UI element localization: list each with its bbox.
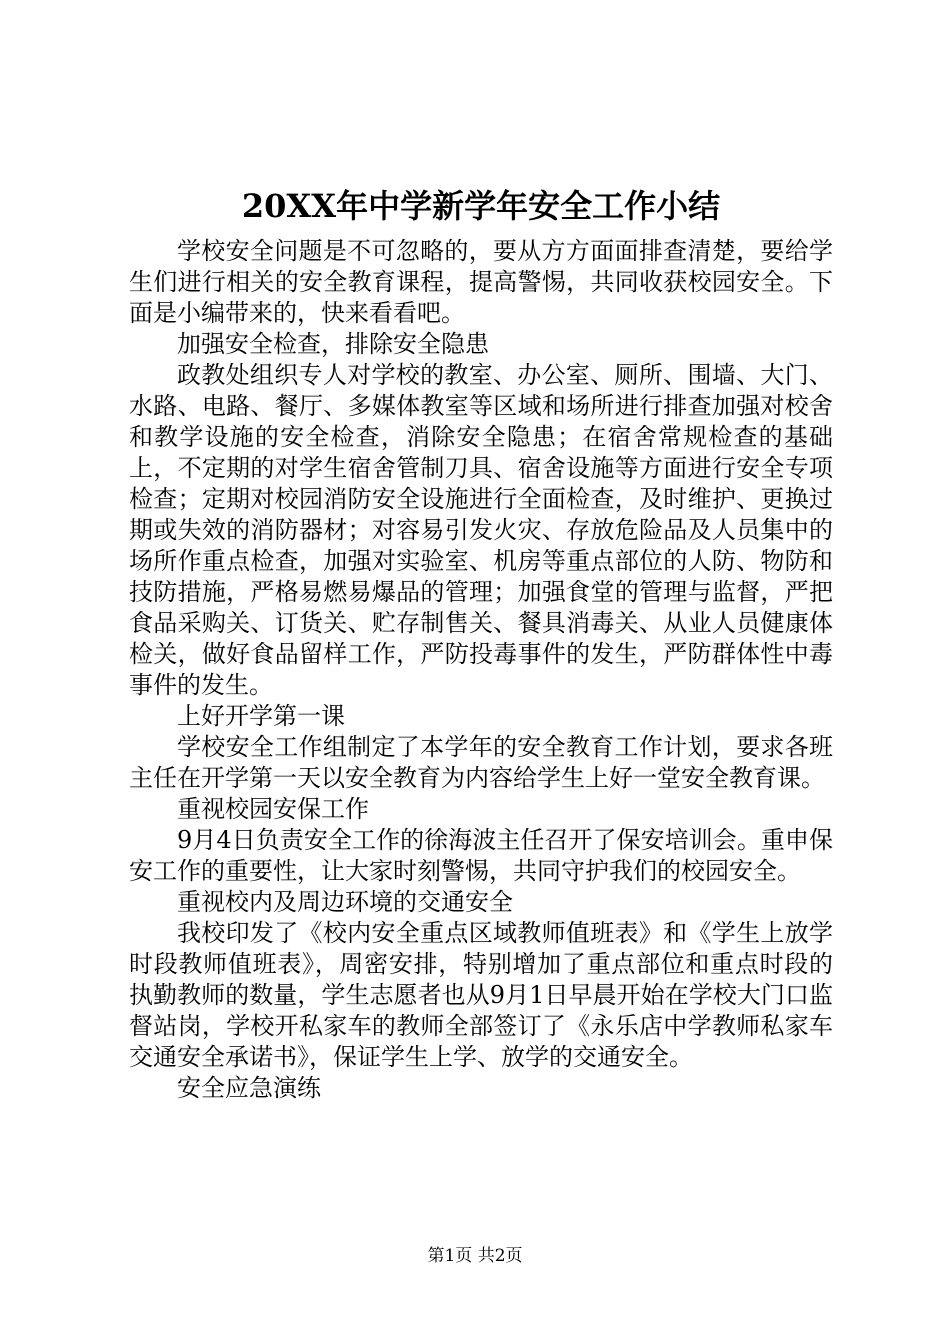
- section-heading-campus-security: 重视校园安保工作: [177, 795, 369, 823]
- page-footer: 第1页 共2页: [427, 1246, 523, 1266]
- section-heading-emergency-drill: 安全应急演练: [177, 1074, 321, 1102]
- section-heading-first-lesson: 上好开学第一课: [177, 702, 345, 730]
- document-page: [129, 184, 833, 1104]
- section-heading-traffic-safety: 重视校内及周边环境的交通安全: [177, 888, 513, 916]
- first-lesson-paragraph: 学校安全工作组制定了本学年的安全教育工作计划，要求各班主任在开学第一天以安全教育为内容给学生上好一堂安全教育课。: [129, 733, 833, 792]
- intro-paragraph: 学校安全问题是不可忽略的，要从方方面面排查清楚，要给学生们进行相关的安全教育课程，提高警惕，共同收获校园安全。下面是小编带来的，快来看看吧。: [129, 237, 833, 327]
- document-title: 20XX年中学新学年安全工作小结: [241, 187, 721, 225]
- campus-security-paragraph: 9月4日负责安全工作的徐海波主任召开了保安培训会。重申保安工作的重要性，让大家时刻警惕，共同守护我们的校园安全。: [129, 826, 833, 885]
- section-heading-safety-inspection: 加强安全检查，排除安全隐患: [177, 330, 489, 358]
- traffic-safety-paragraph: 我校印发了《校内安全重点区域教师值班表》和《学生上放学时段教师值班表》，周密安排，特别增加了重点部位和重点时段的执勤教师的数量，学生志愿者也从9月1日早晨开始在学校大门口监督站岗，学校开私家车的教师全部签订了《永乐店中学教师私家车交通安全承诺书》，保证学生上学、放学的交通安全。: [129, 919, 833, 1071]
- safety-inspection-paragraph: 政教处组织专人对学校的教室、办公室、厕所、围墙、大门、水路、电路、餐厅、多媒体教室等区域和场所进行排查加强对校舍和教学设施的安全检查，消除安全隐患；在宿舍常规检查的基础上，不定期的对学生宿舍管制刀具、宿舍设施等方面进行安全专项检查；定期对校园消防安全设施进行全面检查，及时维护、更换过期或失效的消防器材；对容易引发火灾、存放危险品及人员集中的场所作重点检查，加强对实验室、机房等重点部位的人防、物防和技防措施，严格易燃易爆品的管理；加强食堂的管理与监督，严把食品采购关、订货关、贮存制售关、餐具消毒关、从业人员健康体检关，做好食品留样工作，严防投毒事件的发生，严防群体性中毒事件的发生。: [129, 361, 833, 699]
